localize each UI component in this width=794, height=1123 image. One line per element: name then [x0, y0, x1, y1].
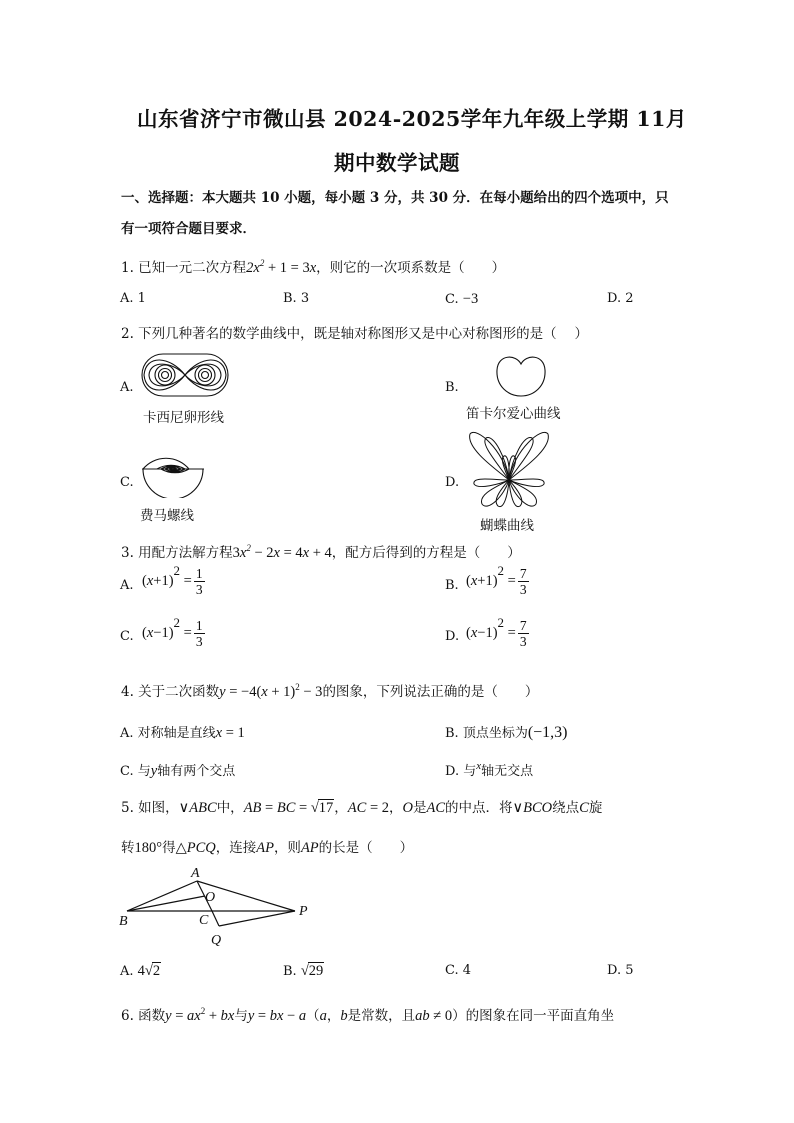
q4-option-a-math: x = 1: [215, 725, 245, 741]
q3-option-b-label: B.: [445, 578, 459, 593]
q5-text: 中，: [216, 800, 244, 816]
q1-option-b: B. 3: [283, 291, 310, 306]
cassini-oval-figure: [140, 352, 230, 398]
point-label-Q: Q: [211, 933, 222, 948]
q6-text: （: [306, 1008, 320, 1024]
q1-option-c: [445, 291, 478, 308]
q5-math: AC = 2: [347, 800, 389, 816]
q5-text: 转: [121, 840, 135, 856]
cardioid-figure: [494, 352, 548, 398]
q6-text: 6. 函数: [121, 1008, 166, 1024]
butterfly-curve-figure: [464, 428, 554, 514]
q4-suffix: 的图象，下列说法正确的是（ ）: [322, 684, 539, 700]
q3-option-c-label: C.: [120, 629, 134, 644]
question-5-line-2: [121, 836, 413, 857]
q3-option-c-expr: (x−1)2 = $\frac{1}{3}$: [142, 615, 203, 649]
q3-b-numerator: 7: [519, 566, 527, 581]
q5-text: 绕点: [552, 800, 580, 816]
q5-option-b: [283, 963, 324, 980]
q5-text: 的长是（ ）: [318, 840, 414, 856]
q1-option-d: D. 2: [607, 291, 634, 306]
q4-option-c-text-2: 轴有两个交点: [157, 764, 236, 779]
q5-math: AC: [426, 800, 446, 816]
point-label-A: A: [191, 866, 200, 881]
q4-option-a: [120, 722, 245, 742]
q4-option-b-text: B. 顶点坐标为: [445, 726, 528, 741]
q6-math: ab ≠ 0: [415, 1008, 453, 1024]
q3-option-a-label: A.: [120, 578, 134, 593]
q2-option-d-caption: 蝴蝶曲线: [480, 518, 534, 534]
q4-option-a-text: A. 对称轴是直线: [120, 726, 216, 741]
q2-option-c-caption: 费马螺线: [140, 508, 194, 524]
q6-text: 与: [234, 1008, 248, 1024]
q4-option-c-math: y: [150, 763, 158, 779]
q5-math: AP: [300, 840, 319, 856]
q1-prefix: 1. 已知一元二次方程: [121, 260, 247, 276]
fermat-spiral-figure: [140, 440, 206, 498]
q3-a-numerator: 1: [195, 566, 203, 581]
q4-option-d: [445, 760, 533, 779]
q1-option-c-label: C.: [445, 292, 459, 307]
q5-math: AB = BC = √17: [243, 800, 334, 816]
point-label-P: P: [299, 904, 308, 919]
q4-option-d-text-2: 轴无交点: [481, 764, 534, 779]
section-heading-line-2: 有一项符合题目要求．: [121, 221, 256, 237]
q5-text: 旋: [588, 800, 603, 816]
q2-option-c-label: C.: [120, 475, 134, 490]
question-2: 2. 下列几种著名的数学曲线中，既是轴对称图形又是中心对称图形的是（ ）: [121, 326, 588, 342]
q6-math: $y = ax^2$ + bx: [165, 1006, 235, 1024]
q2-option-d-label: D.: [445, 475, 460, 490]
q4-option-c-text-1: C. 与: [120, 764, 151, 779]
q5-math: 180°: [134, 840, 163, 856]
question-5-line-1: [121, 796, 602, 817]
question-6: [121, 1004, 614, 1025]
q5-math: △PCQ: [175, 840, 216, 856]
q3-c-numerator: 1: [195, 618, 203, 633]
q6-text: 是常数，且: [347, 1008, 416, 1024]
q1-option-a: A. 1: [120, 291, 146, 306]
q5-option-a-value: 4√2: [137, 963, 161, 979]
q4-option-b-math: (−1,3): [527, 724, 568, 741]
q5-option-d: D. 5: [607, 963, 634, 978]
title-line-2: 期中数学试题: [334, 151, 460, 175]
q5-math: ∨ABC: [178, 800, 217, 816]
q5-option-a-label: A.: [120, 964, 134, 979]
q3-option-a-expr: (x+1)2 = $\frac{1}{3}$: [142, 563, 203, 597]
q2-option-a-caption: 卡西尼卵形线: [143, 410, 224, 426]
q5-text: 的中点．将: [445, 800, 513, 816]
q3-prefix: 3. 用配方法解方程: [121, 545, 233, 561]
question-3: [121, 541, 521, 562]
title-line-1: 山东省济宁市微山县 2024-2025学年九年级上学期 11月: [137, 107, 687, 131]
q3-suffix: ，配方后得到的方程是（ ）: [331, 545, 521, 561]
q2-option-b-caption: 笛卡尔爱心曲线: [466, 406, 561, 422]
q5-text: 5. 如图，: [121, 800, 179, 816]
q1-suffix: ，则它的一次项系数是（ ）: [316, 260, 506, 276]
q6-math: a: [319, 1008, 327, 1024]
q5-option-a: [120, 963, 161, 980]
q5-math: C: [579, 800, 589, 816]
q5-text: 得: [162, 840, 176, 856]
q5-text: ，则: [273, 840, 301, 856]
q6-math: y = bx − a: [247, 1008, 307, 1024]
q5-text: ，: [334, 800, 348, 816]
q3-a-denominator: 3: [195, 582, 203, 597]
q5-math: ∨BCO: [512, 800, 553, 816]
question-4: [121, 680, 538, 701]
q4-option-b: [445, 722, 568, 742]
q4-option-d-math: x: [476, 760, 482, 772]
q3-option-d-label: D.: [445, 629, 460, 644]
q4-function: $y = -4(x + 1)^2 - 3$: [219, 682, 323, 700]
section-heading-line-1: 一、选择题：本大题共 10 小题，每小题 3 分，共 30 分．在每小题给出的四个选项中，只: [121, 190, 669, 206]
q6-text: ）的图象在同一平面直角坐: [452, 1008, 615, 1024]
point-label-C: C: [199, 913, 209, 928]
q3-c-denominator: 3: [195, 634, 203, 649]
q3-option-d-expr: (x−1)2 = $\frac{7}{3}$: [466, 615, 527, 649]
q5-math: O: [402, 800, 413, 816]
q3-d-numerator: 7: [519, 618, 527, 633]
q4-prefix: 4. 关于二次函数: [121, 684, 220, 700]
q5-text: ，连接: [215, 840, 257, 856]
q1-option-c-value: −3: [462, 291, 479, 307]
q5-text: ，: [389, 800, 403, 816]
q3-option-b-expr: (x+1)2 = $\frac{7}{3}$: [466, 563, 527, 597]
q2-option-b-label: B.: [445, 380, 459, 395]
q4-option-d-text-1: D. 与: [445, 764, 477, 779]
q5-text: 是: [412, 800, 427, 816]
question-1: [121, 256, 505, 277]
q5-option-b-value: √29: [300, 963, 324, 979]
q3-d-denominator: 3: [519, 634, 527, 649]
q3-b-denominator: 3: [519, 582, 527, 597]
q6-math: b: [340, 1008, 348, 1024]
q5-geometry-figure: [115, 865, 315, 950]
q4-option-c: [120, 760, 235, 780]
q6-text: ，: [326, 1008, 341, 1024]
q3-equation: $3x^2 - 2x = 4x + 4$: [232, 543, 332, 561]
q1-equation: $2x^2 + 1 = 3x$: [246, 258, 317, 276]
point-label-B: B: [119, 914, 128, 929]
point-label-O: O: [205, 890, 216, 905]
q5-option-b-label: B.: [283, 964, 297, 979]
q5-option-c: C. 4: [445, 963, 472, 978]
q2-option-a-label: A.: [120, 380, 134, 395]
q5-math: AP: [256, 840, 274, 856]
